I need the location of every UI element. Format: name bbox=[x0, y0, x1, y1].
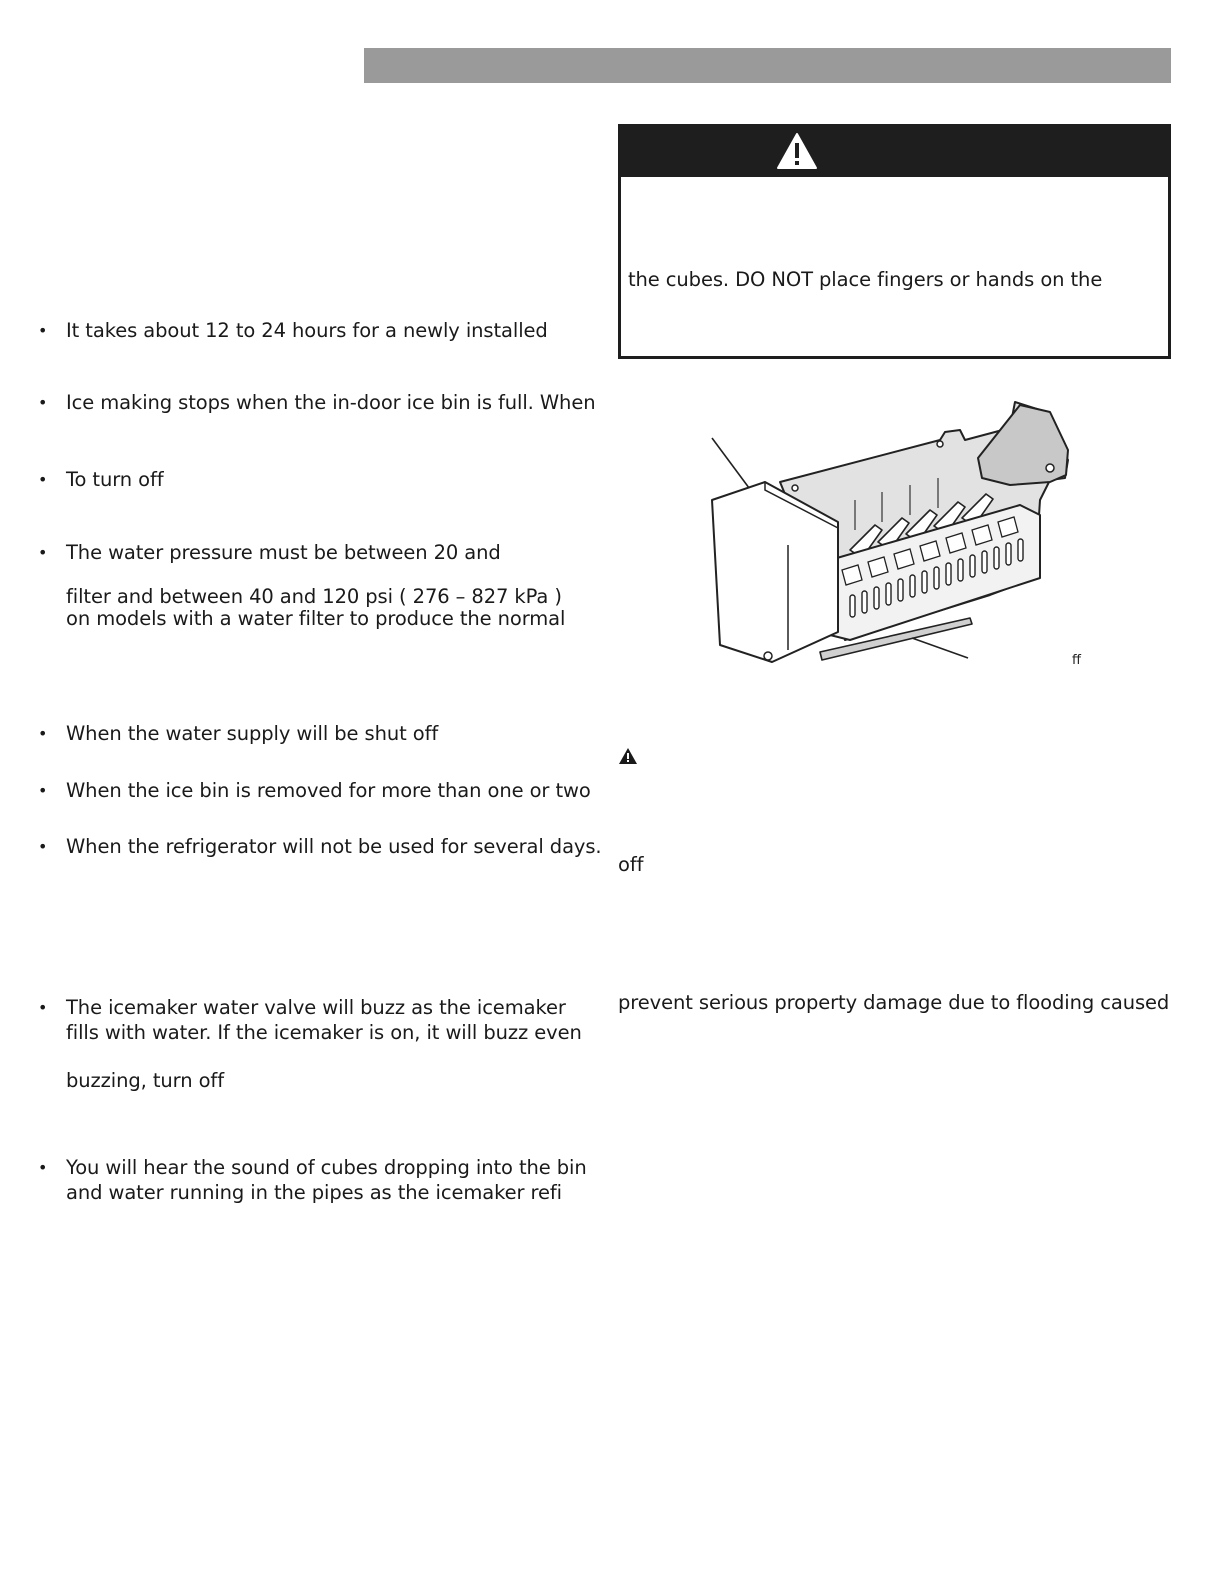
bullet-line: To turn off bbox=[66, 468, 164, 491]
bullet-glyph: • bbox=[38, 837, 48, 856]
bullet-glyph: • bbox=[38, 321, 48, 340]
bullet-line: When the ice bin is removed for more than one or two bbox=[66, 779, 591, 802]
warning-small-icon bbox=[618, 747, 638, 765]
bullet-glyph: • bbox=[38, 998, 48, 1017]
bullet-line: Ice making stops when the in-door ice bin is full. When bbox=[66, 391, 596, 414]
bullet-glyph: • bbox=[38, 393, 48, 412]
warning-triangle-icon bbox=[776, 132, 818, 170]
bullet-line: The water pressure must be between 20 and bbox=[66, 541, 501, 564]
bullet-line: buzzing, turn off bbox=[66, 1069, 224, 1092]
bullet-glyph: • bbox=[38, 470, 48, 489]
warning-header bbox=[621, 127, 1168, 177]
section-header-bar bbox=[364, 48, 1171, 83]
icemaker-illustration bbox=[710, 400, 1110, 685]
bullet-glyph: • bbox=[38, 543, 48, 562]
figure-callout-label: ff bbox=[1072, 653, 1081, 668]
bullet-line: The icemaker water valve will buzz as the icemaker bbox=[66, 996, 566, 1019]
right-fragment-off: off bbox=[618, 853, 644, 876]
bullet-glyph: • bbox=[38, 724, 48, 743]
bullet-line: fills with water. If the icemaker is on, it will buzz even bbox=[66, 1021, 582, 1044]
bullet-line: It takes about 12 to 24 hours for a newly installed bbox=[66, 319, 548, 342]
bullet-line: and water running in the pipes as the icemaker refi bbox=[66, 1181, 562, 1204]
bullet-line: When the water supply will be shut off bbox=[66, 722, 439, 745]
bullet-line: on models with a water filter to produce the normal bbox=[66, 607, 566, 630]
bullet-glyph: • bbox=[38, 781, 48, 800]
bullet-line: You will hear the sound of cubes dropping into the bin bbox=[66, 1156, 587, 1179]
bullet-glyph: • bbox=[38, 1158, 48, 1177]
warning-box bbox=[618, 124, 1171, 359]
bullet-line: filter and between 40 and 120 psi ( 276 – 827 kPa ) bbox=[66, 585, 562, 608]
warning-text-line: the cubes. DO NOT place fingers or hands on the bbox=[628, 268, 1103, 291]
bullet-line: When the refrigerator will not be used for several days. bbox=[66, 835, 602, 858]
right-fragment-flooding: prevent serious property damage due to flooding caused bbox=[618, 991, 1170, 1014]
